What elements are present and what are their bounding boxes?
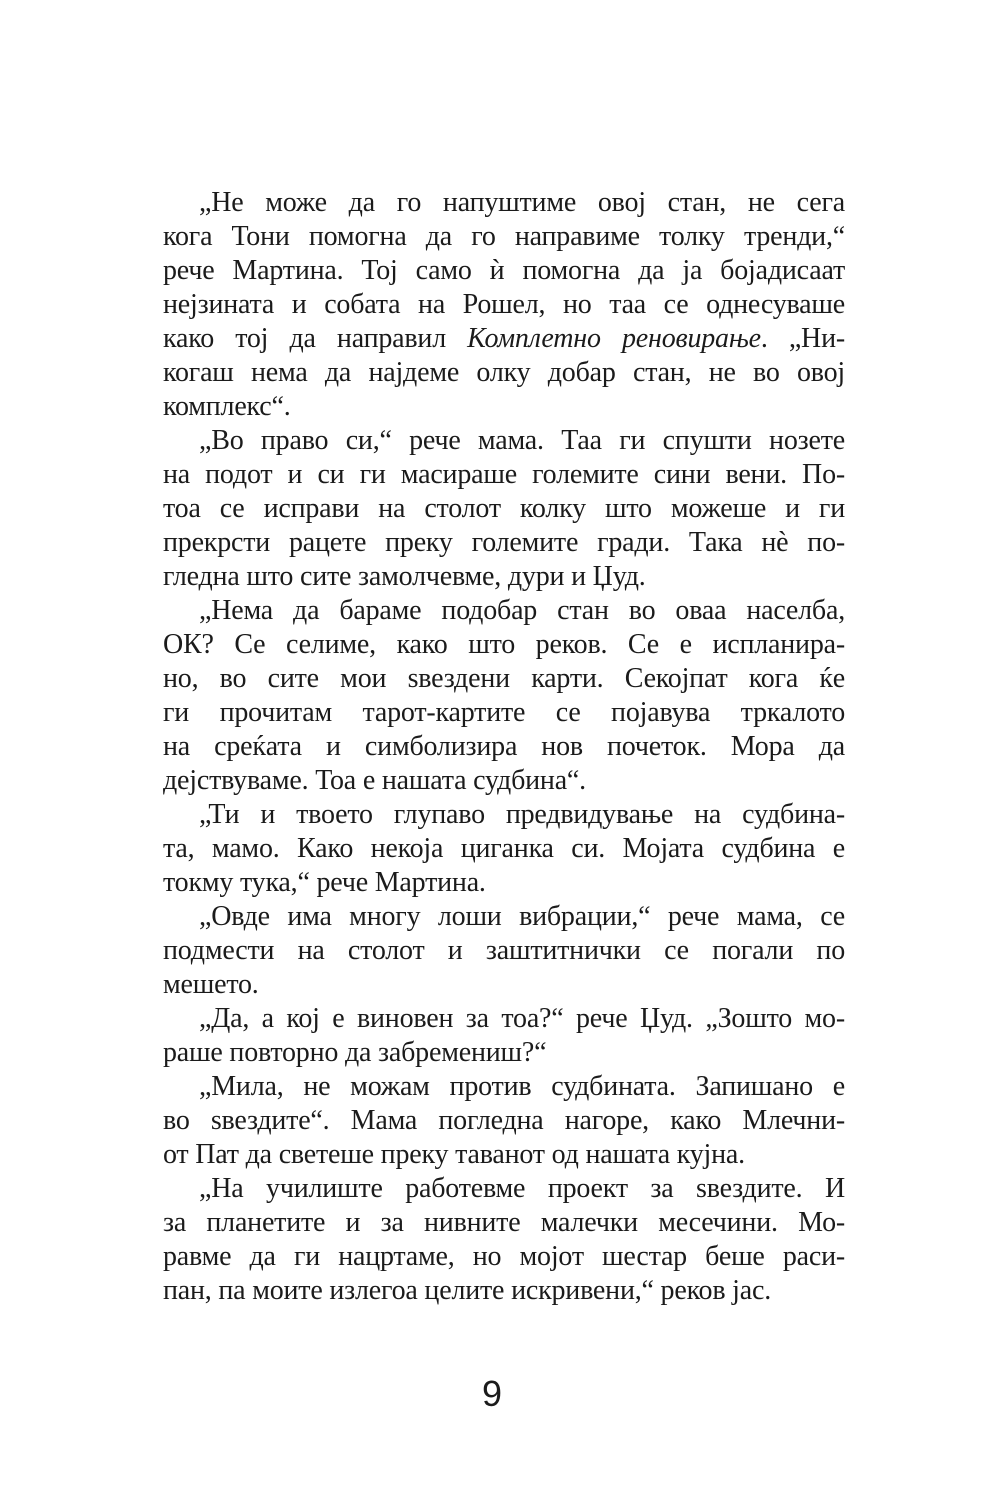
paragraph [163,1002,845,1070]
text-segment: равме да ги нацртаме, но мојот шестар беше раси- [163,1241,845,1272]
text-line [163,764,845,798]
paragraph [163,186,845,424]
text-segment: рече Мартина. Тој само ѝ помогна да ја бојадисаат [163,255,845,286]
text-segment: токму тука,“ рече Мартина. [163,867,486,898]
text-line [163,1206,845,1240]
text-segment: за планетите и за нивните малечки месечини. Мо- [163,1207,845,1238]
text-line [163,934,845,968]
text-segment: от Пат да светеше преку таванот од нашата кујна. [163,1139,745,1170]
page-number: 9 [481,1373,503,1414]
text-line [163,798,845,832]
text-segment: „Ти и твоето глупаво предвидување на судбина- [199,799,845,830]
text-line [163,288,845,322]
text-segment: ОК? Се селиме, како што реков. Се е испланира- [163,629,845,660]
text-line [163,1070,845,1104]
text-segment: гледна што сите замолчевме, дури и Џуд. [163,561,646,592]
text-segment: „Нема да бараме подобар стан во оваа населба, [199,595,845,626]
text-line [163,322,845,356]
text-segment: пан, па моите излегоа целите искривени,“ реков јас. [163,1275,772,1306]
text-line [163,594,845,628]
text-segment: „Во право си,“ рече мама. Таа ги спушти нозете [199,425,845,456]
text-line [163,1240,845,1274]
text-line [163,832,845,866]
paragraph [163,798,845,900]
text-segment: „Не може да го напуштиме овој стан, не сега [199,187,845,218]
paragraph [163,424,845,594]
text-segment: но, во сите мои ѕвездени карти. Секојпат кога ќе [163,663,845,694]
text-line [163,628,845,662]
paragraph [163,594,845,798]
text-line [163,492,845,526]
text-line [163,356,845,390]
text-line [163,662,845,696]
text-line [163,1104,845,1138]
text-segment: дејствуваме. Тоа е нашата судбина“. [163,765,586,796]
text-segment: подмести на столот и заштитнички се погали по [163,935,845,966]
text-line [163,1172,845,1206]
text-line [163,866,845,900]
text-segment: кога Тони помогна да го направиме толку тренди,“ [163,221,845,252]
text-line [163,1036,845,1070]
text-segment: . „Ни- [760,323,845,354]
text-segment: на среќата и симболизира нов почеток. Мора да [163,731,845,762]
paragraph [163,900,845,1002]
text-line [163,254,845,288]
text-line [163,220,845,254]
text-line [163,1002,845,1036]
text-segment: комплекс“. [163,391,291,422]
text-line [163,424,845,458]
text-line [163,458,845,492]
text-block [163,186,845,1308]
paragraph [163,1070,845,1172]
italic-text: Комплетно реновирање [467,323,761,354]
text-segment: та, мамо. Како некоја циганка си. Мојата судбина е [163,833,845,864]
text-line [163,696,845,730]
text-line [163,730,845,764]
paragraph [163,1172,845,1308]
text-segment: како тој да направил [163,323,468,354]
text-segment: на подот и си ги масираше големите сини вени. По- [163,459,845,490]
text-segment: нејзината и собата на Рошел, но таа се однесуваше [163,289,845,320]
text-segment: прекрсти рацете преку големите гради. Така нѐ по- [163,527,845,558]
text-segment: „На училиште работевме проект за ѕвездите. И [199,1173,845,1204]
text-line [163,968,845,1002]
text-segment: „Овде има многу лоши вибрации,“ рече мама, се [199,901,845,932]
text-segment: „Да, а кој е виновен за тоа?“ рече Џуд. „Зошто мо- [199,1003,845,1034]
text-segment: тоа се исправи на столот колку што можеше и ги [163,493,845,524]
text-segment: „Мила, не можам против судбината. Запишано е [199,1071,845,1102]
text-line [163,560,845,594]
text-segment: когаш нема да најдеме олку добар стан, не во овој [163,357,845,388]
text-segment: мешето. [163,969,259,1000]
text-line [163,1274,845,1308]
text-line [163,900,845,934]
text-line [163,526,845,560]
text-line [163,390,845,424]
text-segment: во ѕвездите“. Мама погледна нагоре, како Млечни- [163,1105,845,1136]
text-line [163,186,845,220]
text-line [163,1138,845,1172]
text-segment: раше повторно да забремениш?“ [163,1037,547,1068]
text-segment: ги прочитам тарот-картите се појавува тркалото [163,697,845,728]
